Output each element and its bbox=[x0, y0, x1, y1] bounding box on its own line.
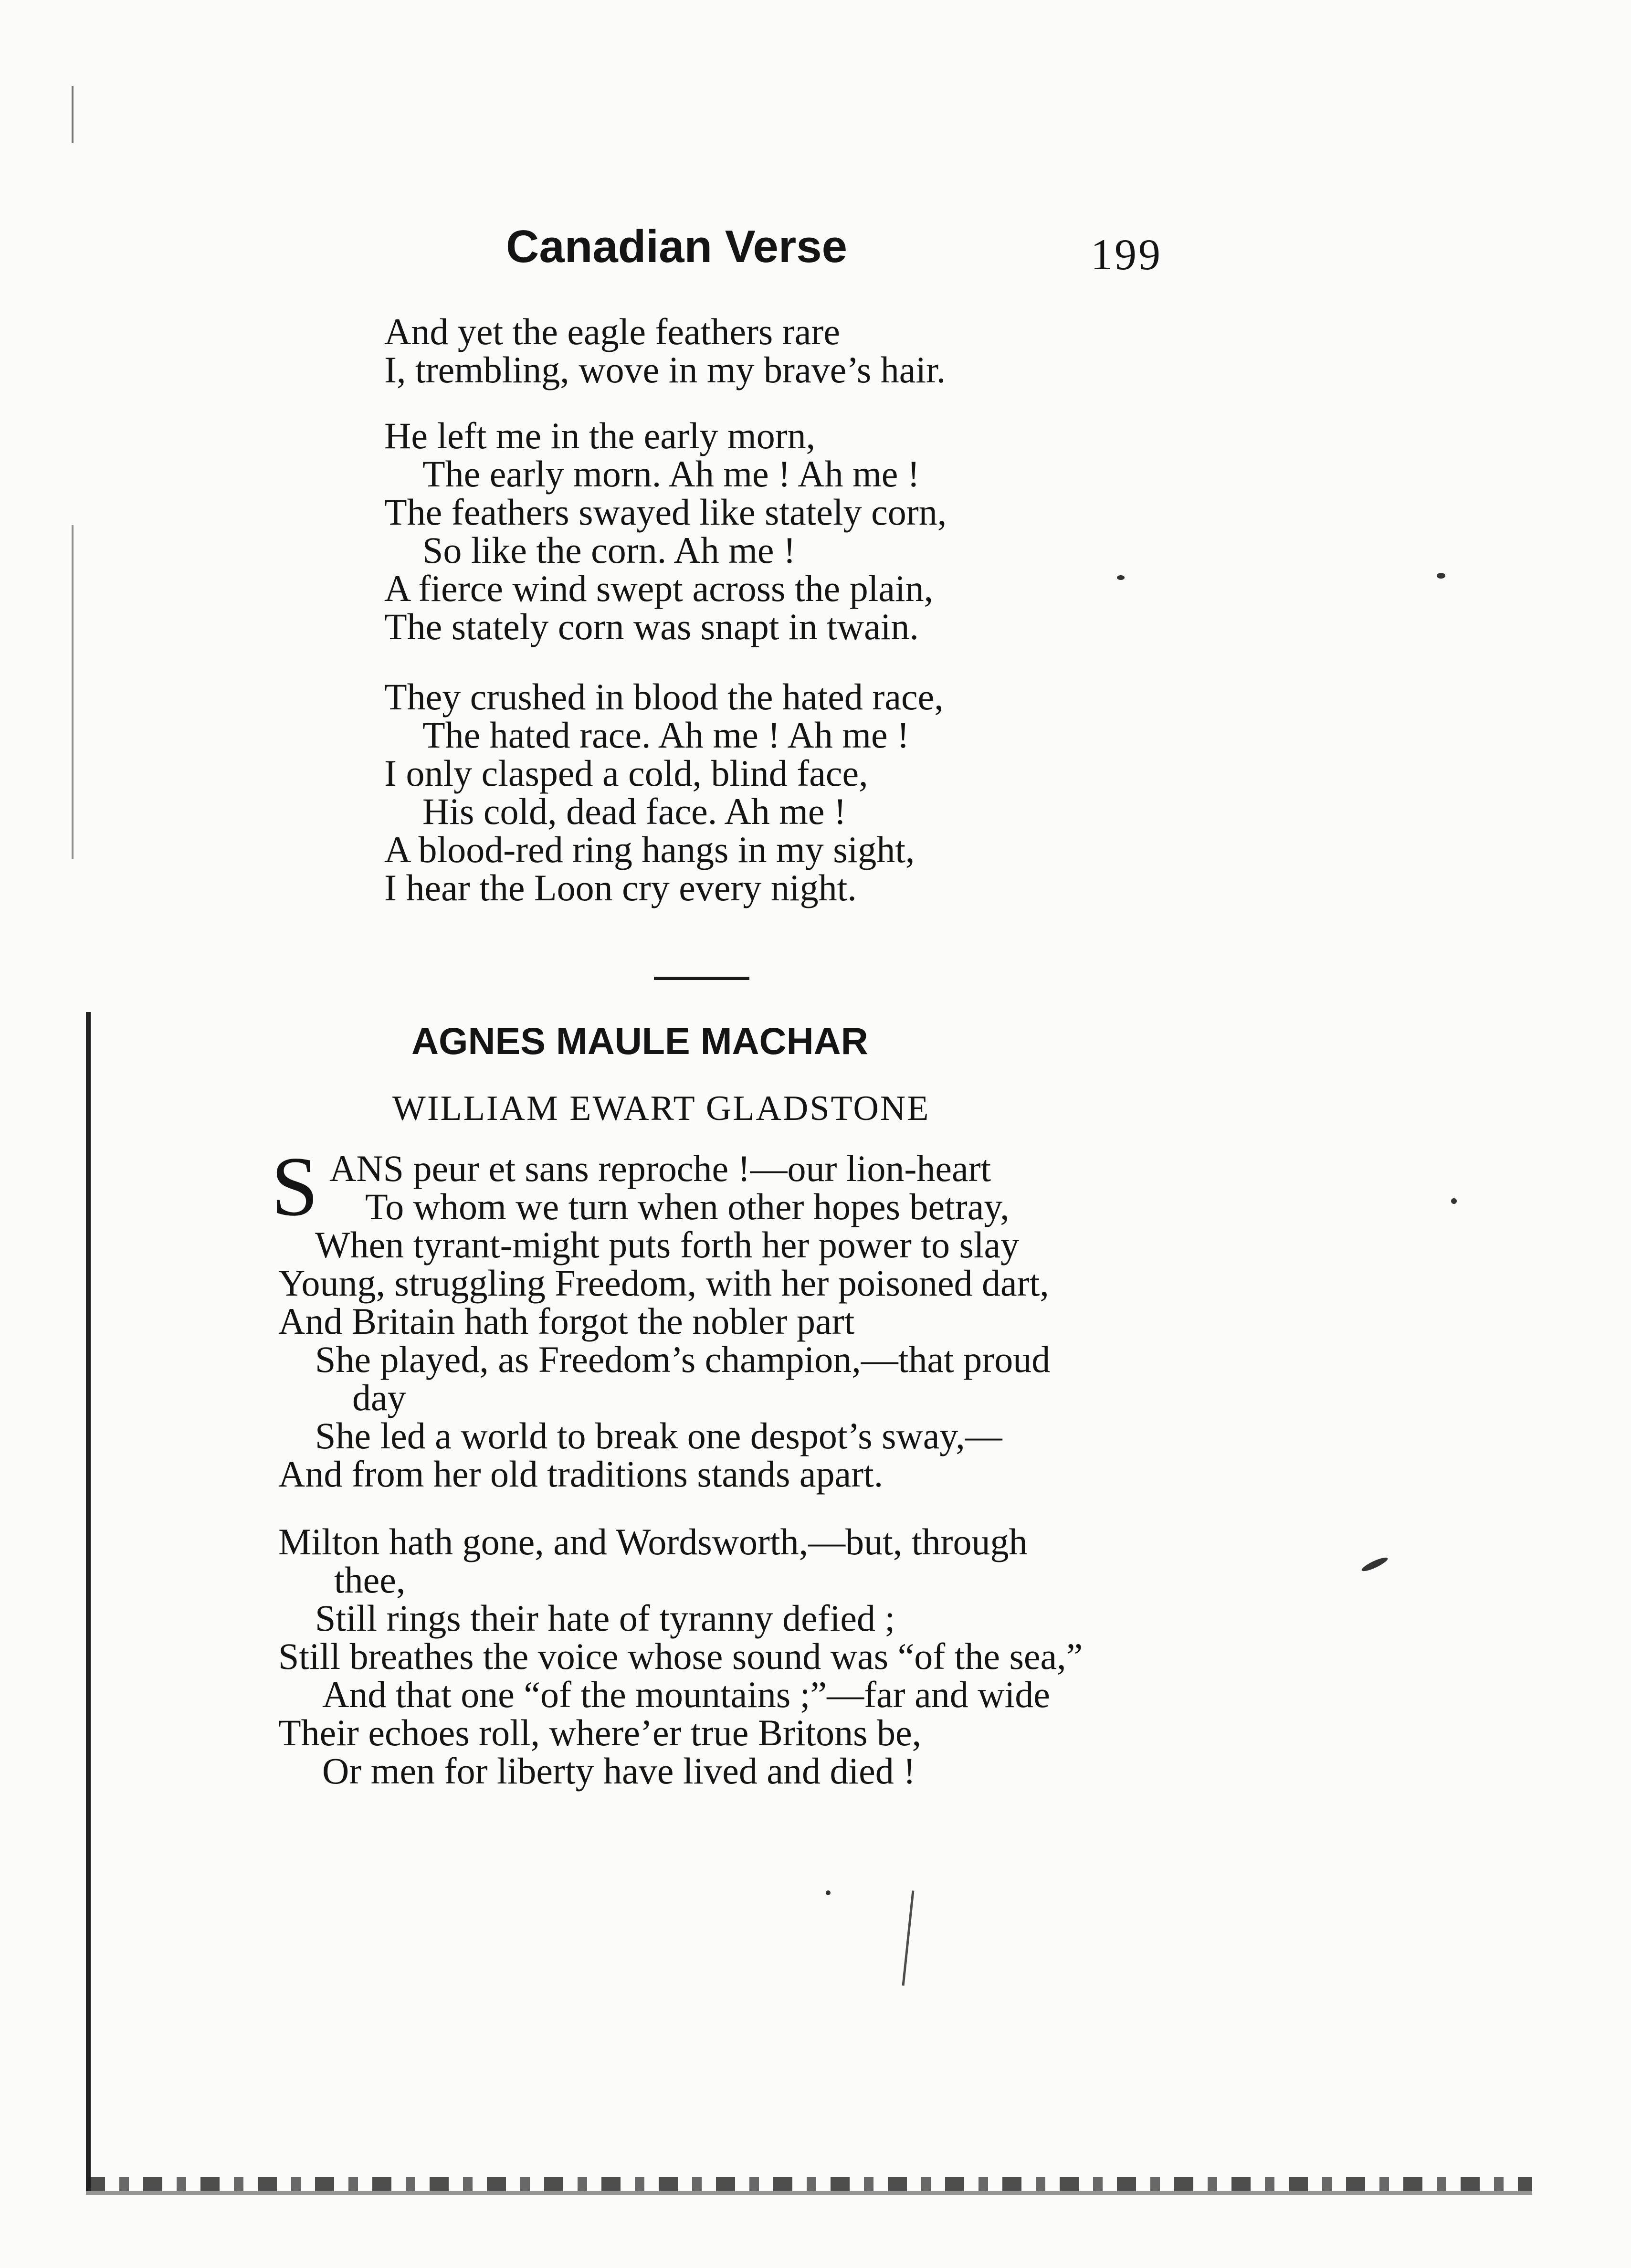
verse-line: And from her old traditions stands apart. bbox=[278, 1453, 884, 1495]
verse-line: The hated race. Ah me ! Ah me ! bbox=[422, 714, 910, 756]
scan-mark bbox=[902, 1890, 915, 1985]
page-number: 199 bbox=[1091, 230, 1162, 279]
verse-line: Milton hath gone, and Wordsworth,—but, through bbox=[278, 1521, 1028, 1562]
bottom-scan-edge bbox=[86, 2177, 1532, 2191]
verse-line: Young, struggling Freedom, with her poisoned dart, bbox=[278, 1262, 1049, 1304]
ink-speck bbox=[1437, 573, 1445, 579]
verse-line: And yet the eagle feathers rare bbox=[384, 311, 840, 352]
verse-line: Still rings their hate of tyranny defied ; bbox=[315, 1597, 895, 1639]
verse-line: She led a world to break one despot’s sway,— bbox=[315, 1415, 1002, 1456]
verse-line: I, trembling, wove in my brave’s hair. bbox=[384, 349, 946, 390]
verse-line: The early morn. Ah me ! Ah me ! bbox=[422, 453, 920, 495]
verse-line: And Britain hath forgot the nobler part bbox=[278, 1300, 855, 1342]
scan-mark bbox=[72, 525, 74, 859]
verse-line: Or men for liberty have lived and died ! bbox=[322, 1750, 916, 1792]
poem-title: WILLIAM EWART GLADSTONE bbox=[392, 1089, 930, 1128]
verse-line: I hear the Loon cry every night. bbox=[384, 867, 857, 908]
verse-line: thee, bbox=[334, 1559, 406, 1601]
author-heading: AGNES MAULE MACHAR bbox=[411, 1020, 868, 1062]
ink-speck bbox=[1360, 1555, 1389, 1573]
verse-line: So like the corn. Ah me ! bbox=[422, 529, 796, 571]
verse-line: The stately corn was snapt in twain. bbox=[384, 606, 919, 647]
verse-line: His cold, dead face. Ah me ! bbox=[422, 791, 847, 832]
verse-line: Their echoes roll, where’er true Britons be, bbox=[278, 1712, 922, 1753]
verse-line: A blood-red ring hangs in my sight, bbox=[384, 829, 915, 870]
verse-line: day bbox=[352, 1377, 406, 1418]
verse-line: ANS peur et sans reproche !—our lion-heart bbox=[329, 1148, 991, 1189]
scan-mark bbox=[72, 86, 74, 143]
verse-line: To whom we turn when other hopes betray, bbox=[365, 1186, 1010, 1227]
verse-line: And that one “of the mountains ;”—far and wide bbox=[322, 1674, 1050, 1715]
verse-line: She played, as Freedom’s champion,—that proud bbox=[315, 1339, 1051, 1380]
verse-line: The feathers swayed like stately corn, bbox=[384, 491, 947, 533]
ink-speck bbox=[826, 1890, 831, 1895]
verse-line: They crushed in blood the hated race, bbox=[384, 676, 944, 717]
ink-speck bbox=[1117, 575, 1125, 580]
section-divider bbox=[654, 977, 749, 980]
bottom-scan-edge bbox=[86, 2191, 1532, 2195]
ink-speck bbox=[1451, 1198, 1457, 1204]
verse-line: A fierce wind swept across the plain, bbox=[384, 568, 934, 609]
drop-cap: S bbox=[271, 1139, 318, 1234]
verse-line: I only clasped a cold, blind face, bbox=[384, 752, 868, 794]
running-title: Canadian Verse bbox=[506, 221, 848, 272]
verse-line: He left me in the early morn, bbox=[384, 415, 816, 456]
verse-line: When tyrant-might puts forth her power to slay bbox=[315, 1224, 1020, 1266]
binding-edge-shadow bbox=[86, 1012, 91, 2191]
verse-line: Still breathes the voice whose sound was “of the sea,” bbox=[278, 1635, 1083, 1677]
